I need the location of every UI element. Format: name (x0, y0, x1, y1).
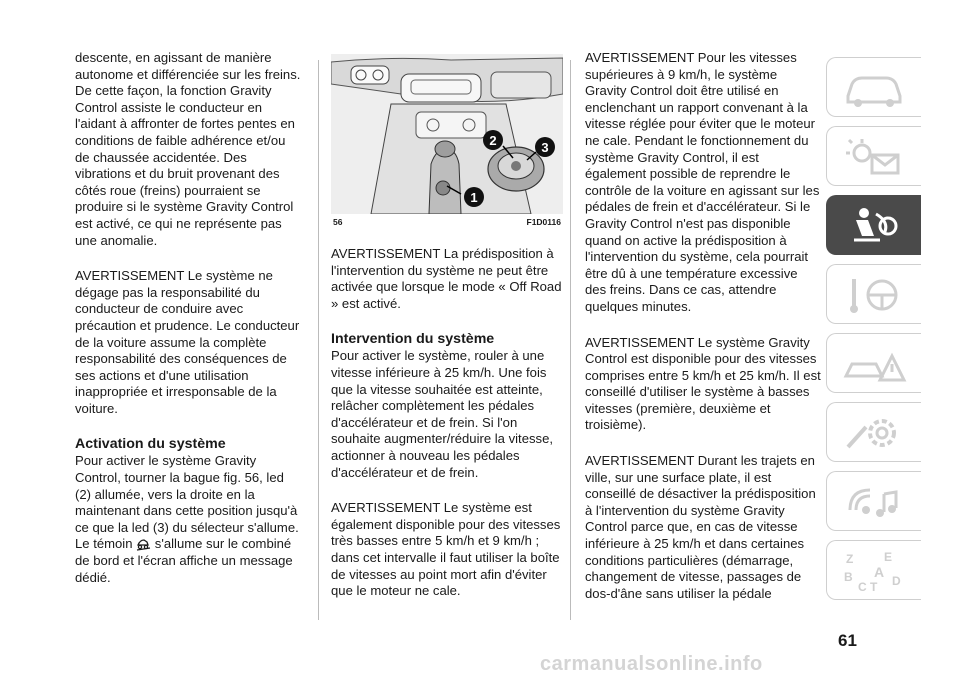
tab-safety[interactable] (826, 195, 921, 255)
key-steering-icon (840, 273, 910, 317)
warning-paragraph: AVERTISSEMENT La prédisposition à l'intervention du système ne peut être activée que lorsque le mode « Off Road » est activé. (331, 246, 562, 311)
figure-gear-selector (331, 54, 563, 214)
paragraph: descente, en agissant de manière autonome et différenciée sur les freins. De cette façon, la fonction Gravity Control assiste le conducteur en l'aidant à affronter de fortes pentes en conditions de faible adhérence et/ou de chaussée accidentée. Des vibrations et du bruit provenant des côtés roue (freins) pourraient se produire si le système Gravity Control est activé, ce qui ne représente pas une anomalie. (75, 50, 301, 248)
wrench-gear-icon (840, 411, 910, 455)
car-icon (840, 66, 910, 110)
figure-caption (331, 217, 563, 231)
callout-1: 1 (470, 190, 478, 205)
tab-index[interactable] (826, 540, 921, 600)
index-letter: E (884, 550, 893, 564)
warning-paragraph: AVERTISSEMENT Le système ne dégage pas la responsabilité du conducteur de conduire avec précaution et prudence. Le conducteur de la voiture assume la complète responsabilité des conséquences de ses actions et d'une utilisation inappropriée et irresponsable de la voiture. (75, 268, 300, 416)
section-heading-activation: Activation du système (75, 436, 226, 453)
column-divider (570, 60, 571, 620)
index-letter: B (844, 570, 853, 584)
tab-starting-driving[interactable] (826, 264, 921, 324)
paragraph: Pour activer le système, rouler à une vitesse inférieure à 25 km/h. Une fois que la vitesse souhaitée est atteinte, relâcher complètement les pédales d'accélérateur et de frein. Si l'on souhaite augmenter/réduire la vitesse, actionner à nouveau les pédales d'accélérateur et de frein. (331, 348, 553, 480)
seat-airbag-icon (840, 204, 910, 248)
text-column-2 (331, 246, 563, 619)
tab-emergency[interactable] (826, 333, 921, 393)
tab-dashboard[interactable] (826, 126, 921, 186)
gravity-control-warning-icon (136, 537, 151, 551)
index-letters-icon (840, 549, 910, 593)
paragraph-activation-part-a: Pour activer le système Gravity Control, tourner la bague fig. 56, led (2) allumée, vers la droite en la maintenant dans cette position jusqu'à ce que la led (3) du sélecteur s'allume. Le témoin (75, 453, 299, 552)
figure-code: F1D0116 (526, 217, 561, 227)
warning-paragraph: AVERTISSEMENT Le système est également disponible pour des vitesses très basses entre 5 km/h et 9 km/h ; dans cet intervalle il faut utiliser la boîte de vitesses au point mort afin d'éviter que le moteur ne cale. (331, 500, 561, 599)
paragraph-activation-part-b: s'allume sur le combiné de bord et l'écran affiche un message dédié. (75, 536, 293, 585)
index-letter: T (870, 580, 878, 593)
callout-2: 2 (489, 133, 497, 148)
warning-paragraph: AVERTISSEMENT Pour les vitesses supérieures à 9 km/h, le système Gravity Control doit être utilisé en enclenchant un rapport convenant à la vitesse réglée pour éviter que le moteur ne cale. Pendant le fonctionnement du système Gravity Control, il est également possible de reprendre le contrôle de la voiture en agissant sur les pédales de frein et d'accélérateur. Si le Gravity Control n'est pas disponible quand on active la prédisposition à l'intervention du système, cela pourrait être dû à une température excessive des freins. Dans ce cas, attendre quelques minutes. (585, 50, 820, 314)
warning-triangle-car-icon (840, 342, 910, 386)
index-letter: A (874, 564, 885, 580)
tab-car[interactable] (826, 57, 921, 117)
dashboard-light-icon (840, 135, 910, 179)
media-phone-icon (840, 480, 910, 524)
index-letter: D (892, 574, 901, 588)
paragraph-activation (75, 453, 301, 586)
watermark: carmanualsonline.info (540, 653, 763, 675)
section-heading-intervention: Intervention du système (331, 331, 495, 348)
index-letter: Z (846, 552, 854, 566)
chapter-tabs (826, 57, 922, 609)
warning-paragraph: AVERTISSEMENT Durant les trajets en ville, sur une surface plate, il est conseillé de désactiver la prédisposition à l'intervention du système Gravity Control parce que, en cas de vitesse inférieure à 25 km/h et dans certaines conditions particulières (démarrage, changement de vitesse, passages de dos-d'âne sans utiliser la pédale (585, 453, 816, 601)
column-divider (318, 60, 319, 620)
text-column-1 (75, 50, 301, 605)
figure-number: 56 (333, 217, 343, 227)
tab-multimedia[interactable] (826, 471, 921, 531)
callout-3: 3 (541, 140, 549, 155)
tab-maintenance[interactable] (826, 402, 921, 462)
text-column-3 (585, 50, 821, 621)
page-number: 61 (838, 631, 857, 650)
warning-paragraph: AVERTISSEMENT Le système Gravity Control est disponible pour des vitesses comprises entre 5 km/h et 25 km/h. Il est conseillé d'utiliser le système à basses vitesses (première, deuxième et troisième). (585, 334, 821, 433)
index-letter: C (858, 580, 867, 593)
